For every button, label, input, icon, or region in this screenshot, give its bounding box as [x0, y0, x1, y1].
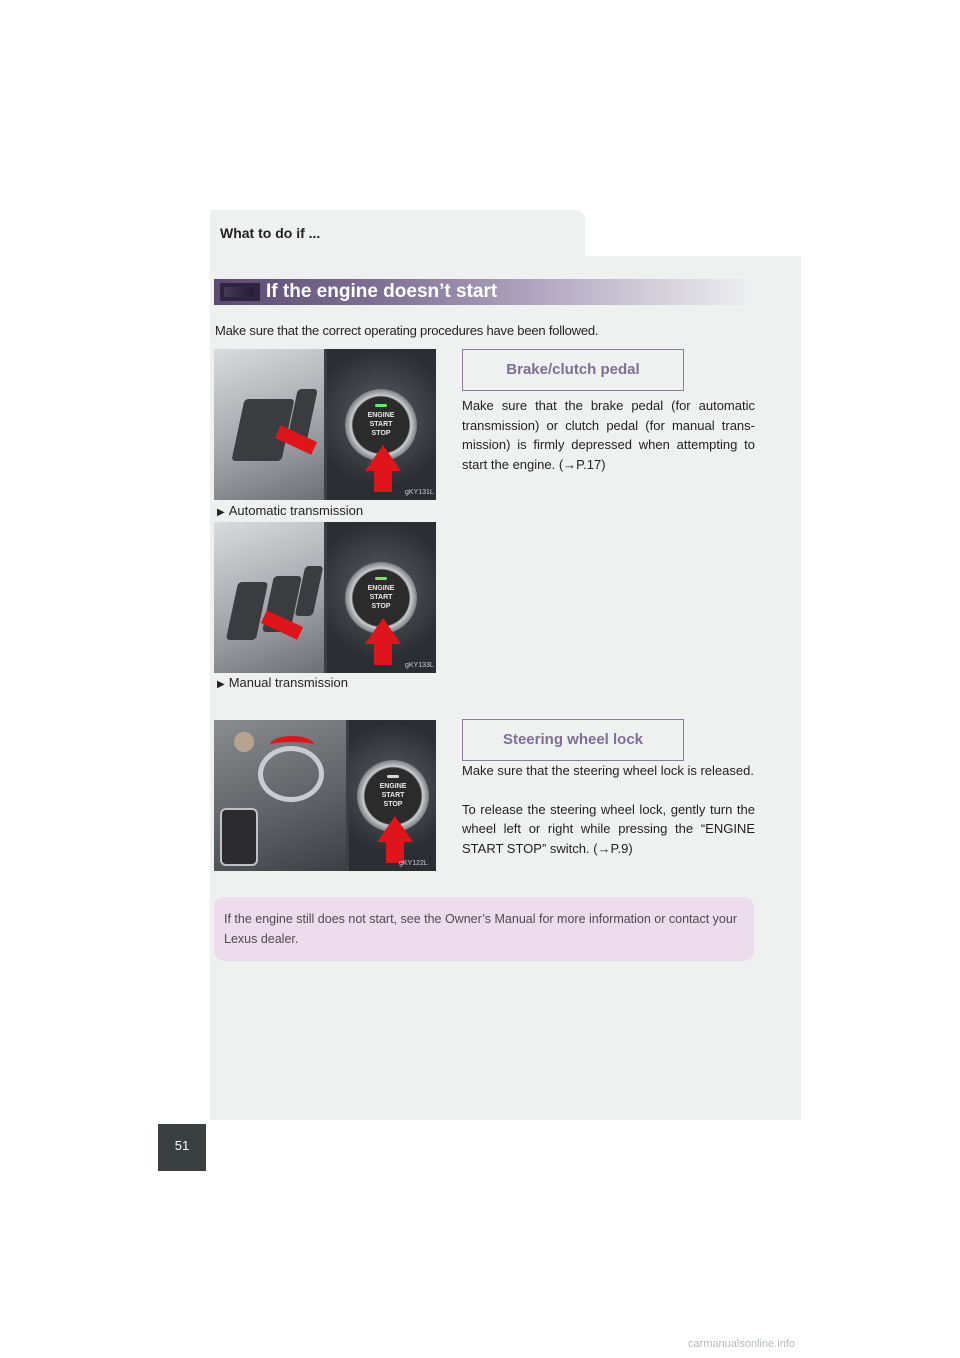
red-rotation-arrow-icon	[270, 736, 314, 754]
triangle-bullet-icon: ▶	[217, 679, 225, 690]
steering-lock-heading: Steering wheel lock	[462, 719, 684, 761]
section-header-tab	[210, 210, 585, 256]
manual-transmission-photo	[214, 522, 436, 673]
start-button-image	[349, 720, 436, 871]
driver-head-icon	[234, 732, 254, 752]
title-swatch-icon	[220, 283, 260, 301]
steering-wheel-photo	[214, 720, 436, 871]
photo-code: gKY131L	[405, 489, 434, 496]
triangle-bullet-icon: ▶	[217, 507, 225, 518]
red-arrow-stem	[374, 643, 392, 665]
steering-lock-text: Make sure that the steering wheel lock is released. To release the steering wheel lock, gently turn the wheel left or right while pressing the “ENGINE START STOP” switch. (→P.9)	[462, 763, 755, 856]
note-text: If the engine still does not start, see the Owner’s Manual for more information or contact your Lexus dealer.	[224, 912, 737, 946]
red-arrow-icon	[365, 445, 401, 471]
pedal-area-image	[214, 522, 324, 673]
red-arrow-icon	[365, 618, 401, 644]
automatic-caption: ▶ Automatic transmission	[217, 503, 364, 518]
button-label: ENGINE START STOP	[379, 783, 407, 808]
manual-caption: ▶ Manual transmission	[217, 675, 348, 690]
page-title: If the engine doesn’t start	[266, 281, 498, 302]
button-label: ENGINE START STOP	[367, 412, 395, 437]
button-led-icon	[375, 577, 387, 580]
brake-clutch-heading: Brake/clutch pedal	[462, 349, 684, 391]
driver-seat-image	[214, 720, 346, 871]
button-label: ENGINE START STOP	[367, 585, 395, 610]
photo-code: gKY122L	[399, 860, 428, 867]
intro-text: Make sure that the correct operating procedures have been followed.	[215, 323, 599, 338]
brake-clutch-text: Make sure that the brake pedal (for automatic transmission) or clutch pedal (for manual trans-mission) is firmly depressed when attempting to start the engine. (→P.17)	[462, 398, 755, 472]
photo-code: gKY133L	[405, 662, 434, 669]
start-button-image	[327, 349, 436, 500]
start-button-image	[327, 522, 436, 673]
smart-key-icon	[220, 808, 258, 866]
watermark: carmanualsonline.info	[688, 1338, 796, 1350]
steering-wheel-icon	[258, 746, 324, 802]
note-box	[214, 897, 754, 961]
clutch-pedal-icon	[226, 582, 268, 640]
button-led-icon	[387, 775, 399, 778]
red-arrow-stem	[374, 470, 392, 492]
pedal-area-image	[214, 349, 324, 500]
section-label: What to do if ...	[220, 225, 321, 241]
button-led-icon	[375, 404, 387, 407]
accelerator-pedal-icon	[295, 566, 324, 616]
automatic-transmission-photo	[214, 349, 436, 500]
page-number: 51	[174, 1138, 190, 1153]
title-bar	[214, 279, 754, 305]
red-arrow-icon	[377, 816, 413, 842]
page-number-tab	[158, 1124, 206, 1171]
